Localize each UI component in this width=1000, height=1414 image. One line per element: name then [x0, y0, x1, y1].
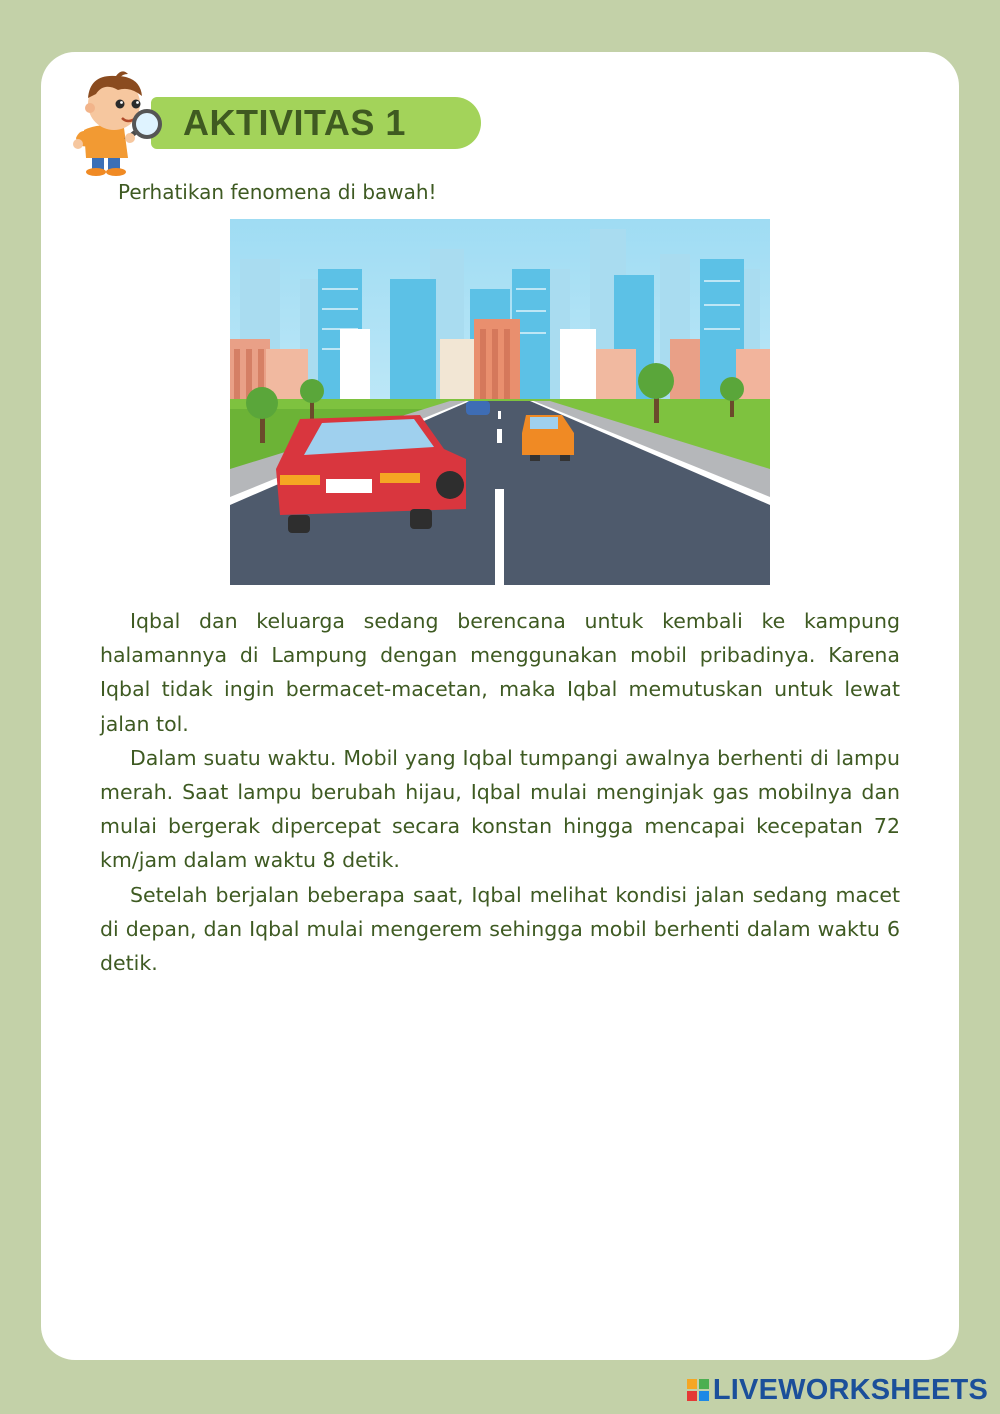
city-road-illustration	[230, 219, 770, 585]
paragraph-2: Dalam suatu waktu. Mobil yang Iqbal tumpangi awalnya berhenti di lampu merah. Saat lampu berubah hijau, Iqbal mulai menginjak gas mobilnya dan mulai bergerak dipercepat secara konstan hingga mencapai kecepatan 72 km/jam dalam waktu 8 detik.	[100, 745, 900, 873]
liveworksheets-logo[interactable]	[687, 1372, 988, 1408]
instruction-text: Perhatikan fenomena di bawah!	[118, 180, 437, 204]
paragraph-1: Iqbal dan keluarga sedang berencana untuk kembali ke kampung halamannya di Lampung dengan menggunakan mobil pribadinya. Karena Iqbal tidak ingin bermacet-macetan, maka Iqbal memutuskan untuk lewat jalan tol.	[100, 609, 900, 736]
liveworksheets-mark-icon	[687, 1379, 709, 1401]
story-text	[100, 604, 900, 980]
boy-with-magnifier-illustration	[70, 68, 168, 178]
page-title: AKTIVITAS 1	[183, 102, 406, 143]
paragraph-3: Setelah berjalan beberapa saat, Iqbal melihat kondisi jalan sedang macet di depan, dan Iqbal mulai mengerem sehingga mobil berhenti dalam waktu 6 detik.	[100, 882, 900, 976]
brand-name: LIVEWORKSHEETS	[712, 1373, 988, 1406]
